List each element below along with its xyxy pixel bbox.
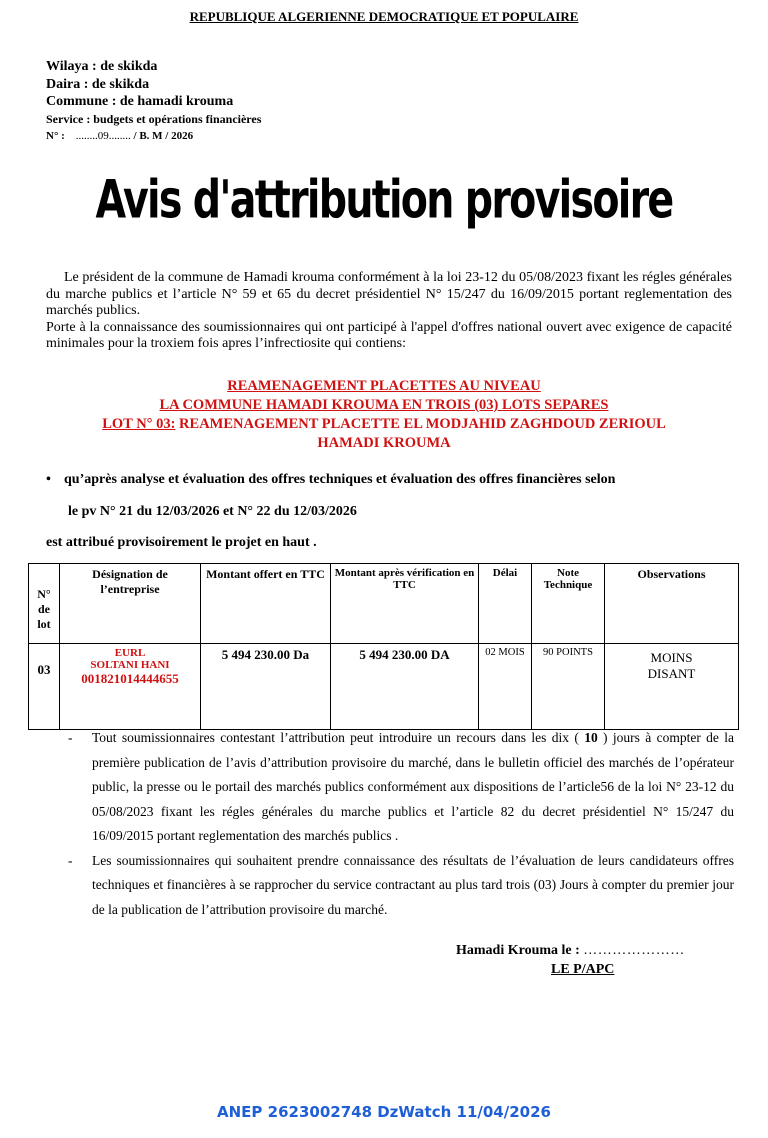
- note-appeal-days: 10: [584, 730, 598, 745]
- cell-verified: 5 494 230.00 DA: [331, 644, 479, 730]
- note-results: [68, 849, 734, 923]
- note-appeal-after: ) jours à compter de la première publication de l’avis d’attribution provisoire du marché, dans le bulletin officiel des marchés de l’opérateur public, la presse ou le portail des marchés publics conformément aux dispositions de l’article56 de la loi N° 23-12 du 05/08/2023 fixant les régles générales du marche publics et l’article 82 du decret présidentiel N° 15/247 du 16/09/2015 portant reglementation des marchés publics .: [92, 730, 734, 843]
- reference-number: [46, 128, 261, 146]
- notes-list: [68, 726, 734, 922]
- header-note: Note Technique: [532, 564, 605, 644]
- project-line-1: REAMENAGEMENT PLACETTES AU NIVEAU: [227, 378, 541, 394]
- republic-heading: REPUBLIQUE ALGERIENNE DEMOCRATIQUE ET POPULAIRE: [189, 9, 579, 24]
- dash-icon: -: [68, 852, 73, 868]
- administrative-header: [46, 58, 261, 146]
- lot-label: LOT N° 03:: [102, 416, 176, 432]
- signature-title: LE P/APC: [551, 962, 615, 977]
- project-title: [46, 377, 722, 453]
- table-row: [29, 644, 739, 730]
- cell-lot: 03: [29, 644, 60, 730]
- evaluation-bullet: [46, 472, 615, 488]
- signature-place-label: Hamadi Krouma le :: [456, 943, 580, 958]
- attribution-table: [28, 563, 739, 730]
- intro-text: [46, 270, 732, 353]
- number-value: ........09........: [75, 130, 131, 142]
- cell-company: [60, 644, 201, 730]
- cell-observation: [605, 644, 739, 730]
- lot-text: REAMENAGEMENT PLACETTE EL MODJAHID ZAGHDOUD ZERIOUL: [175, 416, 666, 432]
- pv-reference: le pv N° 21 du 12/03/2026 et N° 22 du 12/03/2026: [68, 504, 357, 519]
- signature-place: [456, 943, 685, 959]
- table-header-row: [29, 564, 739, 644]
- header-verified: Montant après vérification en TTC: [331, 564, 479, 644]
- document-title: Avis d'attribution provisoire: [95, 168, 673, 231]
- cell-delay: 02 MOIS: [479, 644, 532, 730]
- header-observations: Observations: [605, 564, 739, 644]
- company-name: SOLTANI HANI: [90, 659, 170, 671]
- intro-paragraph-1: Le président de la commune de Hamadi krouma conformément à la loi 23-12 du 05/08/2023 fixant les régles générales du marche publics et l’article N° 59 et 65 du decret présidentiel N° 15/247 du 16/09/2015 portant reglementation des marchés publics.: [46, 270, 732, 318]
- intro-paragraph-2: Porte à la connaissance des soumissionnaires qui ont participé à l'appel d'offres national ouvert avec exigence de capacité minimales pour la troxiem fois apres l’infrectiosite qui contiens:: [46, 319, 732, 351]
- header-offered: Montant offert en TTC: [201, 564, 331, 644]
- note-results-text: Les soumissionnaires qui souhaitent prendre connaissance des résultats de l’évaluation de leurs candidateurs offres techniques et financières à se rapprocher du service contractant au plus tard trois (03) Jours à compter du premier jour de la publication de l’attribution provisoire du marché.: [92, 852, 734, 917]
- header-lot: N° de lot: [29, 564, 60, 644]
- commune-line: Commune : de hamadi krouma: [46, 94, 234, 109]
- number-label: N° :: [46, 130, 65, 142]
- company-id: 001821014444655: [81, 671, 179, 686]
- header-designation: Désignation de l’entreprise: [60, 564, 201, 644]
- signature-date-dots: …………………: [583, 943, 685, 958]
- service-line: Service : budgets et opérations financières: [46, 111, 262, 126]
- daira-line: Daira : de skikda: [46, 76, 150, 92]
- cell-note: 90 POINTS: [532, 644, 605, 730]
- evaluation-text: qu’après analyse et évaluation des offres techniques et évaluation des offres financières selon: [64, 472, 616, 487]
- footer-reference: ANEP 2623002748 DzWatch 11/04/2026: [217, 1103, 551, 1121]
- number-suffix: / B. M / 2026: [133, 130, 194, 142]
- observation-line-1: MOINS: [650, 650, 693, 665]
- wilaya-line: Wilaya : de skikda: [46, 59, 158, 74]
- bullet-icon: •: [46, 472, 51, 487]
- project-lot-line: [46, 415, 722, 434]
- header-delay: Délai: [479, 564, 532, 644]
- attribution-statement: est attribué provisoirement le projet en haut .: [46, 535, 317, 550]
- note-appeal: [68, 726, 734, 849]
- project-line-2: LA COMMUNE HAMADI KROUMA EN TROIS (03) LOTS SEPARES: [159, 397, 609, 413]
- company-type: EURL: [114, 647, 146, 659]
- note-appeal-before: Tout soumissionnaires contestant l’attribution peut introduire un recours dans les dix (: [92, 730, 585, 745]
- project-line-4: HAMADI KROUMA: [317, 435, 451, 451]
- observation-line-2: DISANT: [647, 666, 696, 681]
- cell-offered: 5 494 230.00 Da: [201, 644, 331, 730]
- dash-icon: -: [68, 730, 73, 745]
